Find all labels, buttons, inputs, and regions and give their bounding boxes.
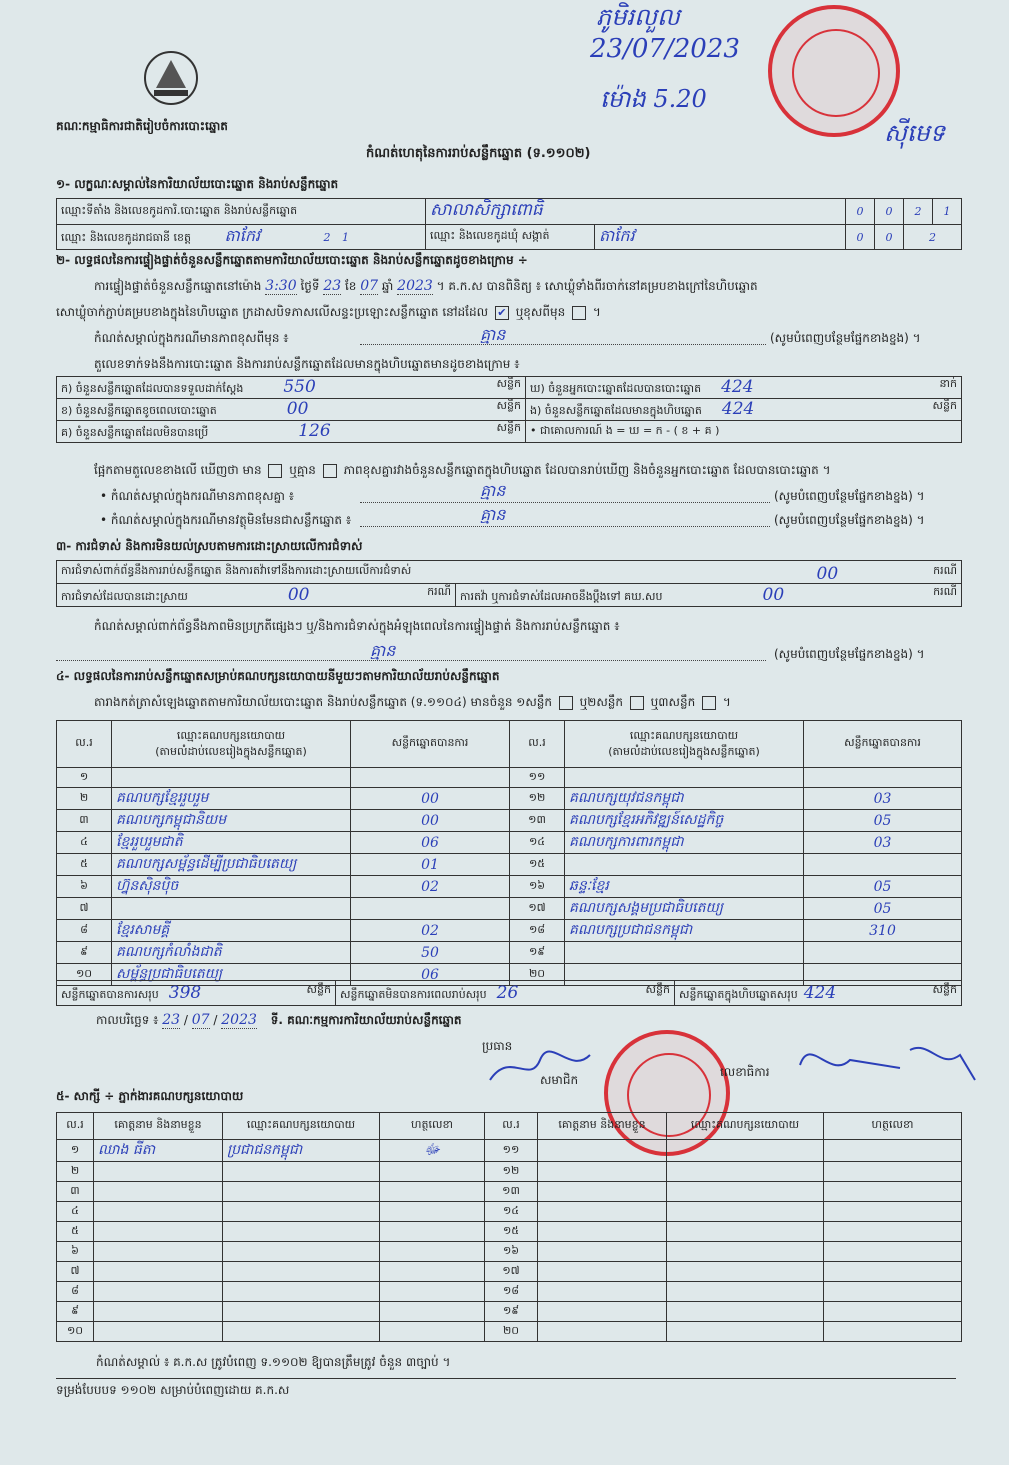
result-votes: 05 (804, 810, 962, 832)
results-row (57, 832, 962, 854)
annotation-time: ម៉ោង 5.20 (600, 85, 707, 113)
witness-party (667, 1202, 824, 1222)
witness-no: ៨ (57, 1282, 94, 1302)
same-checkbox[interactable]: ✔ (495, 306, 509, 320)
result-no: ៤ (57, 832, 112, 854)
witness-name (94, 1322, 223, 1342)
result-no: ១១ (510, 768, 565, 788)
results-row (57, 920, 962, 942)
section-4-heading: ៤- លទ្ធផលនៃការរាប់សន្លឹកឆ្នោតសម្រាប់គណបក្សនយោបាយនីមួយៗតាមការិយាល័យរាប់សន្លឹកឆ្នោត (56, 669, 500, 683)
tally-sheet-line: តារាងកត់ត្រាសំឡេងឆ្នោតតាមការិយាល័យបោះឆ្នោត និងរាប់សន្លឹកឆ្នោត (ទ.១១០៤) មានចំនួន ១សន្លឹក ឬ២សន្លឹក ឬ៣សន្លឹក ។ (94, 695, 731, 709)
result-party: គណបក្សកំលាំងជាតិ (112, 942, 351, 964)
objection-resolved: ការជំទាស់ដែលបានដោះស្រាយ 00 ករណី (57, 584, 456, 607)
witness-row (57, 1322, 962, 1342)
witness-signature (824, 1282, 962, 1302)
witness-no: ១ (57, 1140, 94, 1162)
result-no: ៥ (57, 854, 112, 876)
results-col-no-2: ល.រ (510, 721, 565, 768)
commune-code-3: 2 (904, 225, 962, 250)
result-party: គណបក្សខ្មែររួបរួម (112, 788, 351, 810)
results-col-votes-2: សន្លឹកឆ្នោតបានការ (804, 721, 962, 768)
witness-party (667, 1182, 824, 1202)
result-party: គណបក្សសង្គមប្រជាធិបតេយ្យ (565, 898, 804, 920)
seal-note-line (360, 344, 766, 345)
result-votes: 310 (804, 920, 962, 942)
witness-no: ៧ (57, 1262, 94, 1282)
witness-signature (380, 1262, 485, 1282)
witness-row (57, 1282, 962, 1302)
witness-col-name: គោត្តនាម និងនាមខ្លួន (94, 1113, 223, 1140)
verification-year: 2023 (397, 278, 433, 294)
two-sheets-checkbox[interactable] (630, 696, 644, 710)
committee-title: ទី. គណៈកម្មការការិយាល័យរាប់សន្លឹកឆ្នោត (270, 1013, 462, 1027)
result-party: គណបក្សសម្ព័ន្ធដើម្បីប្រជាធិបតេយ្យ (112, 854, 351, 876)
row-kha: ខ) ចំនួនសន្លឹកឆ្នោតខូចពេលបោះឆ្នោត 00 សន្លឹក (57, 399, 526, 421)
seal-note-value: គ្មាន (480, 325, 506, 344)
result-votes (351, 898, 510, 920)
witness-party (667, 1140, 824, 1162)
section-3-heading: ៣- ការជំទាស់ និងការមិនយល់ស្របតាមការដោះស្រាយលើការជំទាស់ (56, 539, 363, 553)
witness-row (57, 1182, 962, 1202)
results-row (57, 898, 962, 920)
irregularity-value: គ្មាន (370, 641, 396, 660)
witness-row (57, 1222, 962, 1242)
witness-col-sign: ហត្ថលេខា (380, 1113, 485, 1140)
difference-no-checkbox[interactable] (323, 464, 337, 478)
seal-line: សោឃ្លុំចាក់ភ្ជាប់គម្របខាងក្នុងនៃហិបឆ្នោត ក្រដាសបិទភាសលើសន្ទះប្រឡោះសន្លឹកឆ្នោត នៅដដែល ✔ ឬខុសពីមុន ។ (56, 305, 601, 319)
witness-signature (380, 1282, 485, 1302)
result-party (565, 942, 804, 964)
bullet-difference: • កំណត់សម្គាល់ក្នុងករណីមានភាពខុសគ្នា ៖ (100, 489, 295, 503)
bullet-difference-line (360, 502, 770, 503)
row-nga: ង) ចំនួនសន្លឹកឆ្នោតដែលមានក្នុងហិបឆ្នោត 424 សន្លឹក (526, 399, 962, 421)
result-no: ៨ (57, 920, 112, 942)
result-no: ១៣ (510, 810, 565, 832)
witness-col-party-2: ឈ្មោះគណបក្សនយោបាយ (667, 1113, 824, 1140)
result-party: គណបក្សខ្មែរអភិវឌ្ឍន៍សេដ្ឋកិច្ច (565, 810, 804, 832)
results-table (56, 720, 962, 986)
witness-signature (824, 1140, 962, 1162)
witness-signature (380, 1322, 485, 1342)
totals-table (56, 980, 962, 1006)
results-row (57, 854, 962, 876)
different-checkbox[interactable] (572, 306, 586, 320)
signing-day: 23 (162, 1012, 181, 1028)
results-row (57, 876, 962, 898)
results-row (57, 788, 962, 810)
result-no: ១ (57, 768, 112, 788)
witness-signature (824, 1242, 962, 1262)
polling-station-value: សាលាសិក្សាពោធិ (426, 199, 846, 225)
results-col-no: ល.រ (57, 721, 112, 768)
witness-signature (824, 1182, 962, 1202)
result-no: ២០ (510, 964, 565, 986)
result-votes: 03 (804, 788, 962, 810)
results-row (57, 768, 962, 788)
witness-row (57, 1202, 962, 1222)
results-row (57, 942, 962, 964)
signing-year: 2023 (221, 1012, 257, 1028)
witness-col-name-2: គោត្តនាម និងនាមខ្លួន (538, 1113, 667, 1140)
nec-logo (136, 48, 206, 108)
witness-signature (824, 1162, 962, 1182)
witness-signature (824, 1222, 962, 1242)
total-invalid: សន្លឹកឆ្នោតមិនបានការពេលរាប់សរុប 26 សន្លឹក (336, 981, 675, 1006)
annotation-date: 23/07/2023 (590, 34, 740, 64)
commune-code-1: 0 (846, 225, 875, 250)
witness-name (538, 1262, 667, 1282)
station-code-1: 0 (846, 199, 875, 225)
witness-party (667, 1322, 824, 1342)
witness-no: ១៥ (485, 1222, 538, 1242)
station-code-3: 2 (904, 199, 933, 225)
results-col-votes: សន្លឹកឆ្នោតបានការ (351, 721, 510, 768)
witness-signature (824, 1202, 962, 1222)
witness-name (538, 1182, 667, 1202)
witness-name (538, 1140, 667, 1162)
section-2-heading: ២- លទ្ធផលនៃការផ្ទៀងផ្ទាត់ចំនួនសន្លឹកឆ្នោតតាមការិយាល័យបោះឆ្នោត និងរាប់សន្លឹកឆ្នោតដូចខាងក្រោម ÷ (56, 253, 528, 267)
witness-row (57, 1262, 962, 1282)
result-votes: 06 (351, 964, 510, 986)
section-3-table (56, 560, 962, 607)
formula: • ជាគោលការណ៍ ង = ឃ = ក - ( ខ + គ ) (526, 421, 962, 443)
objection-row-1: ការជំទាស់ពាក់ព័ន្ធនឹងការរាប់សន្លឹកឆ្នោត និងការតវ៉ាទៅនឹងការដោះស្រាយលើការជំទាស់ 00 ករណី (57, 561, 962, 584)
witness-party (223, 1302, 380, 1322)
witness-signature (824, 1262, 962, 1282)
province-code: 2 (323, 231, 331, 244)
result-party: គណបក្សការពារកម្ពុជា (565, 832, 804, 854)
verification-line: ការផ្ទៀងផ្ទាត់ចំនួនសន្លឹកឆ្នោតនៅម៉ោង 3:30 ថ្ងៃទី 23 ខែ 07 ឆ្នាំ 2023 ។ គ.ក.ស បានពិនិត្យ ៖ សោឃ្លុំទាំងពីរចាក់នៅគម្របខាងក្រៅនៃហិបឆ្នោត (94, 278, 758, 294)
difference-yes-checkbox[interactable] (268, 464, 282, 478)
witness-no: ៩ (57, 1302, 94, 1322)
witness-name (94, 1282, 223, 1302)
witness-name (538, 1322, 667, 1342)
witness-party (223, 1262, 380, 1282)
witness-row (57, 1140, 962, 1162)
bullet-object-value: គ្មាន (480, 505, 506, 524)
result-party (112, 898, 351, 920)
witness-name (94, 1302, 223, 1322)
result-no: ១២ (510, 788, 565, 810)
objection-total-value: 00 (816, 564, 839, 584)
result-no: ៣ (57, 810, 112, 832)
result-party: គណបក្សកម្ពុជានិយម (112, 810, 351, 832)
witness-no: ១៨ (485, 1282, 538, 1302)
ko-value: 126 (298, 421, 331, 441)
result-no: ១៤ (510, 832, 565, 854)
witness-signature (380, 1162, 485, 1182)
row-ka: ក) ចំនួនសន្លឹកឆ្នោតដែលបានទទួលដាក់ស្តែង 550 សន្លឹក (57, 377, 526, 399)
result-votes: 06 (351, 832, 510, 854)
total-valid: សន្លឹកឆ្នោតបានការសរុប 398 សន្លឹក (57, 981, 336, 1006)
witness-party (223, 1202, 380, 1222)
seal-note-suffix: (សូមបំពេញបន្ថែមផ្នែកខាងខ្នង) ។ (770, 331, 921, 345)
result-party: ខ្មែរសាមគ្គី (112, 920, 351, 942)
result-party: សម្ព័ន្ធប្រជាធិបតេយ្យ (112, 964, 351, 986)
result-votes: 02 (351, 876, 510, 898)
witness-signature (380, 1242, 485, 1262)
section-5-heading: ៥- សាក្សី ÷ ភ្នាក់ងារគណបក្សនយោបាយ (56, 1089, 244, 1103)
chair-label: ប្រធាន (482, 1039, 513, 1053)
witness-no: ២ (57, 1162, 94, 1182)
result-votes (804, 768, 962, 788)
verification-month: 07 (360, 278, 379, 294)
irregularity-note: កំណត់សម្គាល់ពាក់ព័ន្ធនឹងភាពមិនប្រក្រតីផ្សេងៗ ឬ/និងការជំទាស់ក្នុងអំឡុងពេលនៃការផ្ទៀងផ្ទាត់ និងការរាប់សន្លឹកឆ្នោត ៖ (94, 619, 620, 633)
section-1-heading: ១- លក្ខណៈសម្គាល់នៃការិយាល័យបោះឆ្នោត និងរាប់សន្លឹកឆ្នោត (56, 177, 339, 191)
three-sheets-checkbox[interactable] (702, 696, 716, 710)
chair-signature (480, 1040, 600, 1090)
footnote: កំណត់សម្គាល់ ៖ គ.ក.ស ត្រូវបំពេញ ទ.១១០២ ឱ្យបានត្រឹមត្រូវ ចំនួន ៣ច្បាប់ ។ (96, 1355, 451, 1369)
result-party: ហ្វ៊ុនស៊ិនប៉ិច (112, 876, 351, 898)
witness-no: ១៣ (485, 1182, 538, 1202)
witness-no: ១១ (485, 1140, 538, 1162)
signing-month: 07 (191, 1012, 210, 1028)
witness-name (538, 1162, 667, 1182)
witness-party: ប្រជាជនកម្ពុជា (223, 1140, 380, 1162)
station-code-2: 0 (875, 199, 904, 225)
result-party (112, 768, 351, 788)
result-votes: 05 (804, 876, 962, 898)
province-value: តាកែវ (224, 226, 261, 245)
witness-col-no: ល.រ (57, 1113, 94, 1140)
witness-party (667, 1222, 824, 1242)
bullet-difference-value: គ្មាន (480, 481, 506, 500)
result-votes: 00 (351, 810, 510, 832)
bullet-object-suffix: (សូមបំពេញបន្ថែមផ្នែកខាងខ្នង) ។ (774, 513, 925, 527)
witness-signature (824, 1322, 962, 1342)
result-no: ១០ (57, 964, 112, 986)
witness-row (57, 1242, 962, 1262)
result-votes: 05 (804, 898, 962, 920)
bullet-object-line (360, 526, 770, 527)
witness-name (538, 1302, 667, 1322)
witness-name (94, 1262, 223, 1282)
witness-col-no-2: ល.រ (485, 1113, 538, 1140)
witness-no: ១០ (57, 1322, 94, 1342)
bullet-object: • កំណត់សម្គាល់ក្នុងករណីមានវត្ថុមិនមែនជាសន្លឹកឆ្នោត ៖ (100, 513, 352, 527)
gha-value: 424 (721, 377, 754, 397)
results-body (57, 768, 962, 986)
official-stamp-top (768, 5, 900, 137)
footer-text: ទម្រង់បែបបទ ១១០២ សម្រាប់បំពេញដោយ គ.ក.ស (56, 1383, 290, 1397)
result-no: ៧ (57, 898, 112, 920)
witness-party (223, 1222, 380, 1242)
witness-col-party: ឈ្មោះគណបក្សនយោបាយ (223, 1113, 380, 1140)
commune-value: តាកែវ (595, 225, 846, 250)
member-label: សមាជិក (540, 1073, 579, 1087)
witness-party (223, 1162, 380, 1182)
witness-party (667, 1162, 824, 1182)
witness-signature (380, 1182, 485, 1202)
footer-divider (56, 1378, 956, 1379)
compare-line: ផ្អែកតាមតួលេខខាងលើ ឃើញថា មាន ឬគ្មាន ភាពខុសគ្នារវាងចំនួនសន្លឹកឆ្នោតក្នុងហិបឆ្នោត ដែលបានរាប់ឃើញ និងចំនួនអ្នកបោះឆ្នោត ដែលបានបោះឆ្នោត ។ (94, 463, 831, 477)
result-party (565, 768, 804, 788)
results-row (57, 810, 962, 832)
result-no: ៩ (57, 942, 112, 964)
witness-table (56, 1112, 962, 1342)
annotation-signature: ស៊ីមេទ (884, 119, 945, 147)
org-name: គណៈកម្មាធិការជាតិរៀបចំការបោះឆ្នោត (56, 119, 228, 133)
witness-no: ១៩ (485, 1302, 538, 1322)
witness-signature (380, 1202, 485, 1222)
result-no: ១៩ (510, 942, 565, 964)
witness-name (538, 1282, 667, 1302)
signing-date: កាលបរិច្ឆេទ ៖ 23 / 07 / 2023 ទី. គណៈកម្មការការិយាល័យរាប់សន្លឹកឆ្នោត (96, 1012, 462, 1028)
result-party (565, 854, 804, 876)
objection-appeal: ការតវ៉ា ឬការជំទាស់ដែលអាចនឹងប្តឹងទៅ គឃ.សប 00 ករណី (456, 584, 962, 607)
witness-party (223, 1282, 380, 1302)
seal-note-label: កំណត់សម្គាល់ក្នុងករណីមានភាពខុសពីមុន ៖ (94, 331, 289, 345)
kha-value: 00 (286, 399, 309, 419)
witness-party (667, 1282, 824, 1302)
results-col-party: ឈ្មោះគណបក្សនយោបាយ (តាមលំដាប់លេខរៀងក្នុងសន្លឹកឆ្នោត) (112, 721, 351, 768)
witness-name (538, 1242, 667, 1262)
result-no: ១៧ (510, 898, 565, 920)
result-no: ១៥ (510, 854, 565, 876)
witness-no: ១៦ (485, 1242, 538, 1262)
figures-intro: តួលេខទាក់ទងនឹងការបោះឆ្នោត និងការរាប់សន្លឹកឆ្នោតដែលមានក្នុងហិបឆ្នោតមានដូចខាងក្រោម ៖ (94, 357, 520, 371)
commune-code-2: 0 (875, 225, 904, 250)
witness-name (94, 1182, 223, 1202)
polling-station-label: ឈ្មោះទីតាំង និងលេខកូដការិ.បោះឆ្នោត និងរាប់សន្លឹកឆ្នោត (57, 199, 426, 225)
annotation-village: ភូមិរលួល (596, 3, 680, 31)
result-no: ៦ (57, 876, 112, 898)
station-code-4: 1 (933, 199, 962, 225)
witness-no: ៦ (57, 1242, 94, 1262)
witness-signature (380, 1302, 485, 1322)
result-votes (804, 854, 962, 876)
province-label: ឈ្មោះ និងលេខកូដរាជធានី ខេត្ត តាកែវ 2 1 (57, 225, 426, 250)
result-votes (804, 942, 962, 964)
witness-name (94, 1202, 223, 1222)
witness-no: ២០ (485, 1322, 538, 1342)
result-votes: 50 (351, 942, 510, 964)
witness-row (57, 1162, 962, 1182)
result-no: ១៦ (510, 876, 565, 898)
irregularity-line (56, 660, 766, 661)
witness-no: ៣ (57, 1182, 94, 1202)
witness-party (223, 1182, 380, 1202)
total-invalid-value: 26 (496, 982, 519, 1003)
witness-row (57, 1302, 962, 1322)
total-ballots: សន្លឹកឆ្នោតក្នុងហិបឆ្នោតសរុប 424 សន្លឹក (675, 981, 962, 1006)
result-party: ខ្មែររួបរួមជាតិ (112, 832, 351, 854)
result-party: គណបក្សយុវជនកម្ពុជា (565, 788, 804, 810)
result-votes: 02 (351, 920, 510, 942)
witness-party (667, 1242, 824, 1262)
row-gha: ឃ) ចំនួនអ្នកបោះឆ្នោតដែលបានបោះឆ្នោត 424 នាក់ (526, 377, 962, 399)
total-valid-value: 398 (168, 982, 202, 1003)
results-col-party-2: ឈ្មោះគណបក្សនយោបាយ (តាមលំដាប់លេខរៀងក្នុងសន្លឹកឆ្នោត) (565, 721, 804, 768)
witness-name (538, 1222, 667, 1242)
witness-no: ៥ (57, 1222, 94, 1242)
witness-name (94, 1162, 223, 1182)
result-votes: 00 (351, 788, 510, 810)
witness-name (94, 1242, 223, 1262)
witness-no: ១៤ (485, 1202, 538, 1222)
form-title: កំណត់ហេតុនៃការរាប់សន្លឹកឆ្នោត (ទ.១១០២) (366, 146, 591, 161)
witness-party (667, 1302, 824, 1322)
witness-party (223, 1242, 380, 1262)
commune-label: ឈ្មោះ និងលេខកូដឃុំ សង្កាត់ (426, 225, 595, 250)
row-ko: គ) ចំនួនសន្លឹកឆ្នោតដែលមិនបានប្រើ 126 សន្លឹក (57, 421, 526, 443)
secretary-signature (790, 1030, 980, 1090)
bullet-difference-suffix: (សូមបំពេញបន្ថែមផ្នែកខាងខ្នង) ។ (774, 489, 925, 503)
witness-signature (380, 1222, 485, 1242)
witness-no: ១៧ (485, 1262, 538, 1282)
objection-resolved-value: 00 (287, 584, 310, 605)
witness-no: ៤ (57, 1202, 94, 1222)
witness-signature (824, 1302, 962, 1322)
witness-party (223, 1322, 380, 1342)
secretary-label: លេខាធិការ (720, 1065, 770, 1079)
witness-signature: ﷻ (380, 1140, 485, 1162)
witness-name (538, 1202, 667, 1222)
section-1-table (56, 198, 962, 250)
result-votes: 03 (804, 832, 962, 854)
province-code-2: 1 (342, 231, 350, 244)
one-sheet-checkbox[interactable] (559, 696, 573, 710)
witness-body (57, 1140, 962, 1342)
witness-party (667, 1262, 824, 1282)
total-ballots-value: 424 (803, 982, 837, 1003)
result-no: ១៨ (510, 920, 565, 942)
verification-day: 23 (323, 278, 342, 294)
irregularity-suffix: (សូមបំពេញបន្ថែមផ្នែកខាងខ្នង) ។ (774, 647, 925, 661)
result-no: ២ (57, 788, 112, 810)
witness-no: ១២ (485, 1162, 538, 1182)
ka-value: 550 (283, 377, 316, 397)
result-votes: 01 (351, 854, 510, 876)
witness-name: ឈាង ធីតា (94, 1140, 223, 1162)
verification-time: 3:30 (265, 278, 297, 294)
witness-name (94, 1222, 223, 1242)
witness-col-sign-2: ហត្ថលេខា (824, 1113, 962, 1140)
result-party: គណបក្សប្រជាជនកម្ពុជា (565, 920, 804, 942)
result-party: ឆន្ទៈខ្មែរ (565, 876, 804, 898)
nga-value: 424 (721, 399, 755, 419)
figures-table (56, 376, 962, 443)
result-votes (351, 768, 510, 788)
objection-appeal-value: 00 (762, 584, 785, 605)
